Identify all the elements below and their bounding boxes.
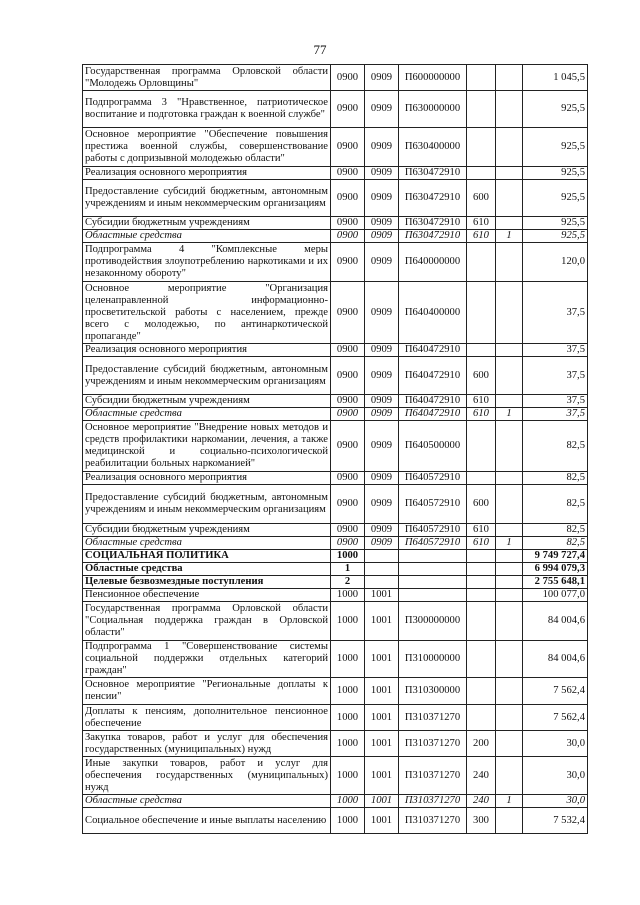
source-code-cell bbox=[496, 344, 523, 357]
source-code-cell bbox=[496, 576, 523, 589]
amount-cell: 37,5 bbox=[523, 357, 588, 395]
table-row bbox=[83, 678, 588, 705]
table-row bbox=[83, 230, 588, 243]
target-article-cell: П630000000 bbox=[399, 91, 467, 128]
table-row bbox=[83, 485, 588, 524]
target-article-cell: П640572910 bbox=[399, 537, 467, 550]
section-code-cell: 0909 bbox=[365, 180, 399, 217]
target-article-cell: П310371270 bbox=[399, 705, 467, 731]
amount-cell: 30,0 bbox=[523, 757, 588, 795]
table-row bbox=[83, 808, 588, 834]
target-article-cell: П630472910 bbox=[399, 167, 467, 180]
table-row bbox=[83, 537, 588, 550]
section-code-cell bbox=[365, 563, 399, 576]
table-row bbox=[83, 357, 588, 395]
item-name-cell: Пенсионное обеспечение bbox=[83, 589, 331, 602]
expense-type-cell bbox=[467, 563, 496, 576]
amount-cell: 84 004,6 bbox=[523, 602, 588, 641]
table-row bbox=[83, 757, 588, 795]
admin-code-cell: 0900 bbox=[331, 537, 365, 550]
amount-cell: 1 045,5 bbox=[523, 65, 588, 91]
table-row bbox=[83, 395, 588, 408]
amount-cell: 925,5 bbox=[523, 217, 588, 230]
target-article-cell: П300000000 bbox=[399, 602, 467, 641]
amount-cell: 84 004,6 bbox=[523, 641, 588, 678]
amount-cell: 925,5 bbox=[523, 167, 588, 180]
item-name-cell: Предоставление субсидий бюджетным, автономным учреждениям и иным некоммерческим организациям bbox=[83, 180, 331, 217]
section-code-cell: 1001 bbox=[365, 795, 399, 808]
amount-cell: 100 077,0 bbox=[523, 589, 588, 602]
target-article-cell: П640472910 bbox=[399, 395, 467, 408]
section-code-cell: 0909 bbox=[365, 282, 399, 344]
target-article-cell: П640000000 bbox=[399, 243, 467, 282]
amount-cell: 925,5 bbox=[523, 180, 588, 217]
amount-cell: 7 562,4 bbox=[523, 705, 588, 731]
expense-type-cell bbox=[467, 589, 496, 602]
target-article-cell: П640472910 bbox=[399, 357, 467, 395]
table-row bbox=[83, 731, 588, 757]
source-code-cell bbox=[496, 395, 523, 408]
source-code-cell bbox=[496, 524, 523, 537]
admin-code-cell: 0900 bbox=[331, 128, 365, 167]
expense-type-cell bbox=[467, 421, 496, 472]
expense-type-cell bbox=[467, 550, 496, 563]
target-article-cell: П310371270 bbox=[399, 795, 467, 808]
table-row bbox=[83, 65, 588, 91]
expense-type-cell bbox=[467, 91, 496, 128]
table-row bbox=[83, 563, 588, 576]
target-article-cell: П600000000 bbox=[399, 65, 467, 91]
amount-cell: 120,0 bbox=[523, 243, 588, 282]
item-name-cell: Подпрограмма 1 "Совершенствование системы социальной поддержки отдельных категорий граждан" bbox=[83, 641, 331, 678]
table-row bbox=[83, 243, 588, 282]
source-code-cell bbox=[496, 485, 523, 524]
expense-type-cell: 600 bbox=[467, 485, 496, 524]
expense-type-cell: 610 bbox=[467, 217, 496, 230]
expense-type-cell: 610 bbox=[467, 524, 496, 537]
admin-code-cell: 1000 bbox=[331, 795, 365, 808]
amount-cell: 925,5 bbox=[523, 128, 588, 167]
section-code-cell: 1001 bbox=[365, 589, 399, 602]
section-code-cell: 0909 bbox=[365, 230, 399, 243]
source-code-cell bbox=[496, 217, 523, 230]
table-row bbox=[83, 589, 588, 602]
target-article-cell bbox=[399, 550, 467, 563]
admin-code-cell: 0900 bbox=[331, 395, 365, 408]
source-code-cell bbox=[496, 550, 523, 563]
item-name-cell: Реализация основного мероприятия bbox=[83, 472, 331, 485]
admin-code-cell: 1000 bbox=[331, 705, 365, 731]
admin-code-cell: 0900 bbox=[331, 230, 365, 243]
item-name-cell: СОЦИАЛЬНАЯ ПОЛИТИКА bbox=[83, 550, 331, 563]
admin-code-cell: 0900 bbox=[331, 91, 365, 128]
item-name-cell: Подпрограмма 3 "Нравственное, патриотическое воспитание и подготовка граждан к военной службе" bbox=[83, 91, 331, 128]
table-row bbox=[83, 576, 588, 589]
item-name-cell: Подпрограмма 4 "Комплексные меры противодействия злоупотреблению наркотиками и их незаконному обороту" bbox=[83, 243, 331, 282]
table-row bbox=[83, 128, 588, 167]
item-name-cell: Областные средства bbox=[83, 795, 331, 808]
amount-cell: 82,5 bbox=[523, 485, 588, 524]
target-article-cell: П640572910 bbox=[399, 524, 467, 537]
table-row bbox=[83, 408, 588, 421]
source-code-cell bbox=[496, 91, 523, 128]
item-name-cell: Реализация основного мероприятия bbox=[83, 344, 331, 357]
section-code-cell: 0909 bbox=[365, 357, 399, 395]
item-name-cell: Областные средства bbox=[83, 563, 331, 576]
section-code-cell: 0909 bbox=[365, 243, 399, 282]
table-row bbox=[83, 795, 588, 808]
expense-type-cell bbox=[467, 678, 496, 705]
source-code-cell bbox=[496, 731, 523, 757]
target-article-cell: П630400000 bbox=[399, 128, 467, 167]
expense-type-cell bbox=[467, 705, 496, 731]
source-code-cell bbox=[496, 243, 523, 282]
admin-code-cell: 0900 bbox=[331, 472, 365, 485]
item-name-cell: Доплаты к пенсиям, дополнительное пенсионное обеспечение bbox=[83, 705, 331, 731]
amount-cell: 82,5 bbox=[523, 537, 588, 550]
table-row bbox=[83, 641, 588, 678]
source-code-cell bbox=[496, 757, 523, 795]
source-code-cell bbox=[496, 589, 523, 602]
source-code-cell bbox=[496, 563, 523, 576]
table-row bbox=[83, 91, 588, 128]
section-code-cell bbox=[365, 576, 399, 589]
admin-code-cell: 0900 bbox=[331, 485, 365, 524]
admin-code-cell: 0900 bbox=[331, 421, 365, 472]
amount-cell: 6 994 079,3 bbox=[523, 563, 588, 576]
admin-code-cell: 1 bbox=[331, 563, 365, 576]
expense-type-cell bbox=[467, 167, 496, 180]
table-row bbox=[83, 705, 588, 731]
item-name-cell: Государственная программа Орловской области "Молодежь Орловщины" bbox=[83, 65, 331, 91]
item-name-cell: Закупка товаров, работ и услуг для обеспечения государственных (муниципальных) нужд bbox=[83, 731, 331, 757]
section-code-cell: 0909 bbox=[365, 485, 399, 524]
table-row bbox=[83, 602, 588, 641]
amount-cell: 9 749 727,4 bbox=[523, 550, 588, 563]
expense-type-cell bbox=[467, 602, 496, 641]
section-code-cell: 0909 bbox=[365, 167, 399, 180]
admin-code-cell: 0900 bbox=[331, 408, 365, 421]
section-code-cell: 0909 bbox=[365, 128, 399, 167]
source-code-cell bbox=[496, 641, 523, 678]
source-code-cell: 1 bbox=[496, 408, 523, 421]
admin-code-cell: 0900 bbox=[331, 344, 365, 357]
item-name-cell: Основное мероприятие "Внедрение новых методов и средств профилактики наркомании, лечения, а также медицинской и социально-психологической реабилитации больных наркоманией" bbox=[83, 421, 331, 472]
target-article-cell: П310371270 bbox=[399, 808, 467, 834]
expense-type-cell bbox=[467, 243, 496, 282]
section-code-cell: 1001 bbox=[365, 808, 399, 834]
source-code-cell: 1 bbox=[496, 795, 523, 808]
amount-cell: 7 532,4 bbox=[523, 808, 588, 834]
table-row bbox=[83, 282, 588, 344]
expense-type-cell: 610 bbox=[467, 408, 496, 421]
admin-code-cell: 0900 bbox=[331, 180, 365, 217]
amount-cell: 82,5 bbox=[523, 421, 588, 472]
section-code-cell bbox=[365, 550, 399, 563]
admin-code-cell: 0900 bbox=[331, 65, 365, 91]
section-code-cell: 0909 bbox=[365, 344, 399, 357]
target-article-cell: П630472910 bbox=[399, 180, 467, 217]
target-article-cell: П640572910 bbox=[399, 485, 467, 524]
admin-code-cell: 1000 bbox=[331, 757, 365, 795]
source-code-cell: 1 bbox=[496, 230, 523, 243]
section-code-cell: 0909 bbox=[365, 524, 399, 537]
amount-cell: 7 562,4 bbox=[523, 678, 588, 705]
section-code-cell: 0909 bbox=[365, 395, 399, 408]
source-code-cell bbox=[496, 421, 523, 472]
admin-code-cell: 1000 bbox=[331, 731, 365, 757]
amount-cell: 925,5 bbox=[523, 230, 588, 243]
item-name-cell: Основное мероприятие "Организация целенаправленной информационно-просветительской работы с населением, прежде всего с молодежью, по антинаркотической пропаганде" bbox=[83, 282, 331, 344]
item-name-cell: Субсидии бюджетным учреждениям bbox=[83, 217, 331, 230]
budget-table bbox=[82, 64, 588, 834]
amount-cell: 925,5 bbox=[523, 91, 588, 128]
table-row bbox=[83, 524, 588, 537]
expense-type-cell: 300 bbox=[467, 808, 496, 834]
budget-table-body bbox=[83, 65, 588, 834]
item-name-cell: Предоставление субсидий бюджетным, автономным учреждениям и иным некоммерческим организациям bbox=[83, 485, 331, 524]
target-article-cell: П310371270 bbox=[399, 731, 467, 757]
section-code-cell: 0909 bbox=[365, 537, 399, 550]
source-code-cell: 1 bbox=[496, 537, 523, 550]
expense-type-cell bbox=[467, 472, 496, 485]
source-code-cell bbox=[496, 357, 523, 395]
section-code-cell: 0909 bbox=[365, 91, 399, 128]
table-row bbox=[83, 180, 588, 217]
item-name-cell: Основное мероприятие "Региональные доплаты к пенсии" bbox=[83, 678, 331, 705]
admin-code-cell: 1000 bbox=[331, 550, 365, 563]
amount-cell: 37,5 bbox=[523, 408, 588, 421]
expense-type-cell: 610 bbox=[467, 230, 496, 243]
admin-code-cell: 1000 bbox=[331, 641, 365, 678]
expense-type-cell: 600 bbox=[467, 357, 496, 395]
section-code-cell: 0909 bbox=[365, 421, 399, 472]
expense-type-cell bbox=[467, 344, 496, 357]
expense-type-cell bbox=[467, 65, 496, 91]
amount-cell: 37,5 bbox=[523, 344, 588, 357]
expense-type-cell: 610 bbox=[467, 395, 496, 408]
section-code-cell: 1001 bbox=[365, 602, 399, 641]
target-article-cell: П640472910 bbox=[399, 408, 467, 421]
target-article-cell bbox=[399, 589, 467, 602]
expense-type-cell: 240 bbox=[467, 757, 496, 795]
source-code-cell bbox=[496, 65, 523, 91]
expense-type-cell bbox=[467, 128, 496, 167]
section-code-cell: 1001 bbox=[365, 731, 399, 757]
admin-code-cell: 0900 bbox=[331, 524, 365, 537]
source-code-cell bbox=[496, 678, 523, 705]
admin-code-cell: 1000 bbox=[331, 678, 365, 705]
table-row bbox=[83, 472, 588, 485]
target-article-cell bbox=[399, 576, 467, 589]
source-code-cell bbox=[496, 282, 523, 344]
admin-code-cell: 1000 bbox=[331, 589, 365, 602]
admin-code-cell: 0900 bbox=[331, 167, 365, 180]
source-code-cell bbox=[496, 180, 523, 217]
admin-code-cell: 1000 bbox=[331, 808, 365, 834]
item-name-cell: Областные средства bbox=[83, 408, 331, 421]
table-row bbox=[83, 217, 588, 230]
item-name-cell: Субсидии бюджетным учреждениям bbox=[83, 524, 331, 537]
target-article-cell: П640472910 bbox=[399, 344, 467, 357]
admin-code-cell: 0900 bbox=[331, 217, 365, 230]
source-code-cell bbox=[496, 808, 523, 834]
admin-code-cell: 0900 bbox=[331, 282, 365, 344]
section-code-cell: 0909 bbox=[365, 472, 399, 485]
section-code-cell: 0909 bbox=[365, 65, 399, 91]
source-code-cell bbox=[496, 167, 523, 180]
table-row bbox=[83, 344, 588, 357]
item-name-cell: Целевые безвозмездные поступления bbox=[83, 576, 331, 589]
admin-code-cell: 2 bbox=[331, 576, 365, 589]
section-code-cell: 1001 bbox=[365, 641, 399, 678]
target-article-cell: П630472910 bbox=[399, 230, 467, 243]
item-name-cell: Предоставление субсидий бюджетным, автономным учреждениям и иным некоммерческим организациям bbox=[83, 357, 331, 395]
amount-cell: 37,5 bbox=[523, 282, 588, 344]
admin-code-cell: 1000 bbox=[331, 602, 365, 641]
item-name-cell: Социальное обеспечение и иные выплаты населению bbox=[83, 808, 331, 834]
item-name-cell: Областные средства bbox=[83, 230, 331, 243]
target-article-cell: П640500000 bbox=[399, 421, 467, 472]
amount-cell: 2 755 648,1 bbox=[523, 576, 588, 589]
expense-type-cell: 600 bbox=[467, 180, 496, 217]
section-code-cell: 1001 bbox=[365, 705, 399, 731]
item-name-cell: Областные средства bbox=[83, 537, 331, 550]
section-code-cell: 0909 bbox=[365, 217, 399, 230]
target-article-cell: П630472910 bbox=[399, 217, 467, 230]
source-code-cell bbox=[496, 128, 523, 167]
table-row bbox=[83, 421, 588, 472]
expense-type-cell bbox=[467, 576, 496, 589]
item-name-cell: Иные закупки товаров, работ и услуг для обеспечения государственных (муниципальных) нужд bbox=[83, 757, 331, 795]
expense-type-cell: 200 bbox=[467, 731, 496, 757]
expense-type-cell bbox=[467, 282, 496, 344]
table-row bbox=[83, 167, 588, 180]
amount-cell: 82,5 bbox=[523, 524, 588, 537]
amount-cell: 82,5 bbox=[523, 472, 588, 485]
target-article-cell: П310371270 bbox=[399, 757, 467, 795]
expense-type-cell: 240 bbox=[467, 795, 496, 808]
target-article-cell bbox=[399, 563, 467, 576]
admin-code-cell: 0900 bbox=[331, 243, 365, 282]
target-article-cell: П640572910 bbox=[399, 472, 467, 485]
item-name-cell: Основное мероприятие "Обеспечение повышения престижа военной службы, совершенствование работы с допризывной молодежью области" bbox=[83, 128, 331, 167]
item-name-cell: Реализация основного мероприятия bbox=[83, 167, 331, 180]
section-code-cell: 1001 bbox=[365, 757, 399, 795]
source-code-cell bbox=[496, 472, 523, 485]
source-code-cell bbox=[496, 602, 523, 641]
amount-cell: 30,0 bbox=[523, 731, 588, 757]
expense-type-cell: 610 bbox=[467, 537, 496, 550]
target-article-cell: П640400000 bbox=[399, 282, 467, 344]
section-code-cell: 0909 bbox=[365, 408, 399, 421]
admin-code-cell: 0900 bbox=[331, 357, 365, 395]
target-article-cell: П310000000 bbox=[399, 641, 467, 678]
amount-cell: 30,0 bbox=[523, 795, 588, 808]
table-row bbox=[83, 550, 588, 563]
expense-type-cell bbox=[467, 641, 496, 678]
source-code-cell bbox=[496, 705, 523, 731]
page-number: 77 bbox=[313, 42, 327, 57]
section-code-cell: 1001 bbox=[365, 678, 399, 705]
item-name-cell: Субсидии бюджетным учреждениям bbox=[83, 395, 331, 408]
amount-cell: 37,5 bbox=[523, 395, 588, 408]
target-article-cell: П310300000 bbox=[399, 678, 467, 705]
item-name-cell: Государственная программа Орловской области "Социальная поддержка граждан в Орловской области" bbox=[83, 602, 331, 641]
